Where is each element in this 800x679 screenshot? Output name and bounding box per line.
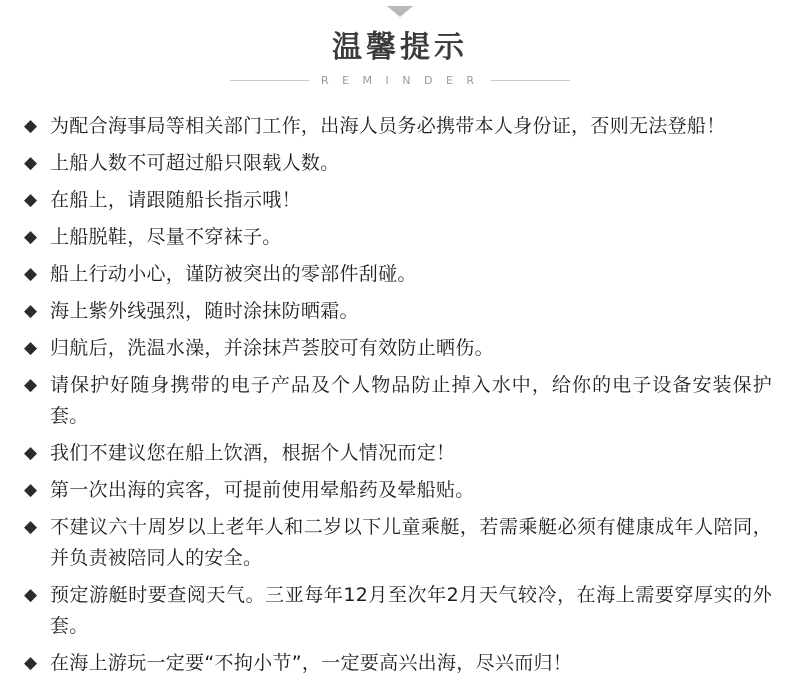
list-item-text: 我们不建议您在船上饮酒，根据个人情况而定！ [50, 442, 456, 464]
diamond-bullet-icon: ◆ [24, 190, 38, 210]
page-header [0, 0, 800, 87]
list-item-text: 上船人数不可超过船只限载人数。 [50, 152, 340, 174]
diamond-bullet-icon: ◆ [24, 443, 38, 463]
list-item-text: 预定游艇时要查阅天气。三亚每年12月至次年2月天气较冷，在海上需要穿厚实的外套。 [50, 584, 772, 637]
diamond-bullet-icon: ◆ [24, 264, 38, 284]
diamond-bullet-icon: ◆ [24, 375, 38, 395]
list-item [24, 111, 772, 142]
list-item [24, 370, 772, 432]
diamond-bullet-icon: ◆ [24, 517, 38, 537]
page-title: 温馨提示 [332, 30, 468, 65]
diamond-bullet-icon: ◆ [24, 301, 38, 321]
list-item-text: 在船上，请跟随船长指示哦！ [50, 189, 301, 211]
list-item [24, 475, 772, 506]
list-item [24, 185, 772, 216]
list-item-text: 为配合海事局等相关部门工作，出海人员务必携带本人身份证，否则无法登船！ [50, 115, 726, 137]
list-item [24, 333, 772, 364]
list-item [24, 296, 772, 327]
list-item-text: 船上行动小心，谨防被突出的零部件刮碰。 [50, 263, 417, 285]
diamond-bullet-icon: ◆ [24, 338, 38, 358]
list-item [24, 512, 772, 574]
list-item [24, 222, 772, 253]
diamond-bullet-icon: ◆ [24, 653, 38, 673]
list-item-text: 在海上游玩一定要“不拘小节”，一定要高兴出海，尽兴而归！ [50, 652, 573, 674]
list-item [24, 648, 772, 679]
triangle-down-icon [387, 6, 413, 17]
diamond-bullet-icon: ◆ [24, 116, 38, 136]
diamond-bullet-icon: ◆ [24, 480, 38, 500]
list-item-text: 请保护好随身携带的电子产品及个人物品防止掉入水中，给你的电子设备安装保护套。 [50, 374, 772, 427]
divider-left [230, 80, 309, 81]
diamond-bullet-icon: ◆ [24, 585, 38, 605]
diamond-bullet-icon: ◆ [24, 153, 38, 173]
reminder-list [0, 111, 800, 679]
list-item-text: 归航后，洗温水澡，并涂抹芦荟胶可有效防止晒伤。 [50, 337, 494, 359]
list-item-text: 海上紫外线强烈，随时涂抹防晒霜。 [50, 300, 359, 322]
subtitle-row [230, 74, 570, 87]
list-item [24, 438, 772, 469]
page-subtitle: R E M I N D E R [320, 74, 480, 87]
divider-right [491, 80, 570, 81]
list-item [24, 259, 772, 290]
list-item-text: 第一次出海的宾客，可提前使用晕船药及晕船贴。 [50, 479, 475, 501]
list-item [24, 148, 772, 179]
diamond-bullet-icon: ◆ [24, 227, 38, 247]
list-item [24, 580, 772, 642]
list-item-text: 上船脱鞋，尽量不穿袜子。 [50, 226, 282, 248]
list-item-text: 不建议六十周岁以上老年人和二岁以下儿童乘艇，若需乘艇必须有健康成年人陪同，并负责被陪同人的安全。 [50, 516, 772, 569]
